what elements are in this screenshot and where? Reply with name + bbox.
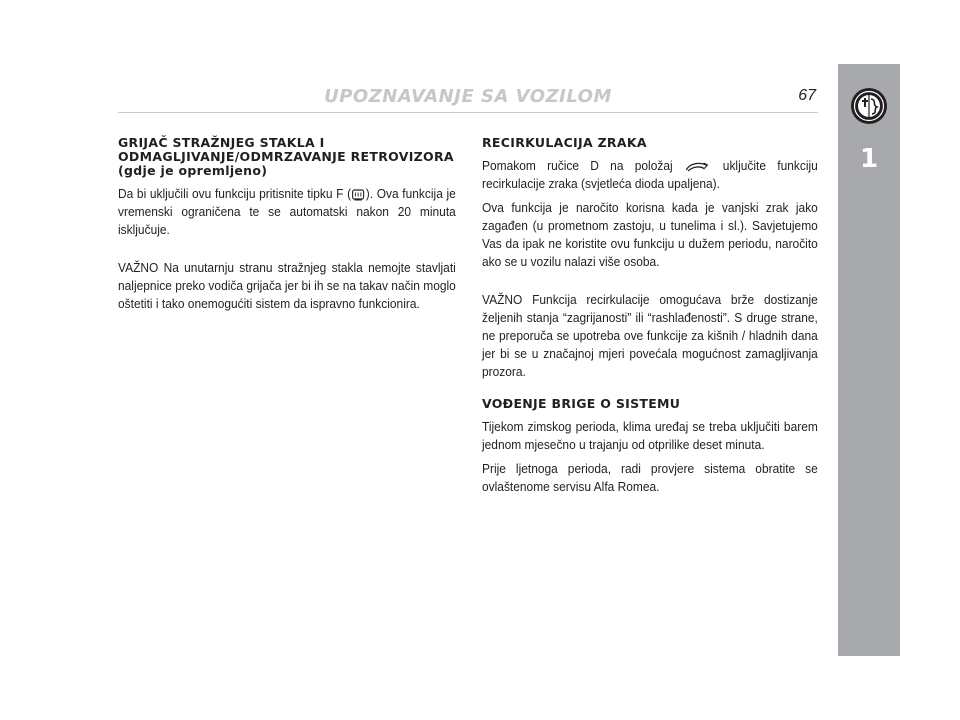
text-fragment: uključite funkciju recirkulacije zraka (svjetleća dioda upaljena). — [482, 158, 818, 191]
paragraph-winter-maintenance: Tijekom zimskog perioda, klima uređaj se treba uključiti barem jednom mjesečno u trajanju od otprilike deset minuta. — [482, 419, 818, 452]
paragraph-summer-maintenance: Prije ljetnoga perioda, radi provjere sistema obratite se ovlaštenome servisu Alfa Romea. — [482, 461, 818, 494]
paragraph-recirculation-usage — [482, 157, 818, 193]
note-recirculation: VAŽNO Funkcija recirkulacije omogućava brže dostizanje željenih stanja “zagrijanosti” ili “rashlađenosti”. S druge strane, ne preporuča se upotreba ove funkcije za kišnih / hladnih dana jer bi se u značajnoj mjeri povećala mogućnost zamagljivanja prozora. — [482, 292, 818, 379]
section-heading-maintenance: VOĐENJE BRIGE O SISTEMU — [482, 396, 681, 411]
page-header — [118, 84, 818, 110]
paragraph-recirculation-advice: Ova funkcija je naročito korisna kada je vanjski zrak jako zagađen (u prometnom zastoju, u tunelima i sl.). Savjetujemo Vas da ipak ne koristite ovu funkciju u dužem periodu, naročito ako se u vozilu nalazi više osoba. — [482, 200, 818, 269]
air-recirculation-icon — [685, 161, 711, 173]
text-fragment: Da bi uključili ovu funkciju pritisnite tipku F ( — [118, 186, 352, 201]
section-heading-recirculation: RECIRKULACIJA ZRAKA — [482, 135, 647, 150]
right-column — [482, 136, 820, 502]
alfa-romeo-logo-icon — [850, 87, 888, 125]
rear-defrost-icon — [352, 189, 365, 201]
left-column — [118, 136, 458, 319]
running-header-title: UPOZNAVANJE SA VOZILOM — [324, 86, 612, 107]
note-warning-defroster: VAŽNO Na unutarnju stranu stražnjeg stakla nemojte stavljati naljepnice preko vodiča grijača jer bi ih se na takav način moglo oštetiti i tako onemogućiti sistem da ispravno funkcionira. — [118, 260, 456, 311]
header-divider — [118, 112, 818, 113]
text-fragment: ). Ova funkcija je vremenski ograničena te se automatski nakon 20 minuta isključuje. — [118, 186, 456, 237]
section-heading-rear-defroster: GRIJAČ STRAŽNJEG STAKLA I ODMAGLJIVANJE/ODMRZAVANJE RETROVIZORA (gdje je opremljeno) — [118, 135, 454, 178]
page-number: 67 — [798, 87, 816, 104]
chapter-number: 1 — [859, 144, 879, 174]
text-fragment: Pomakom ručice D na položaj — [482, 158, 684, 173]
paragraph-defroster-usage — [118, 185, 456, 239]
